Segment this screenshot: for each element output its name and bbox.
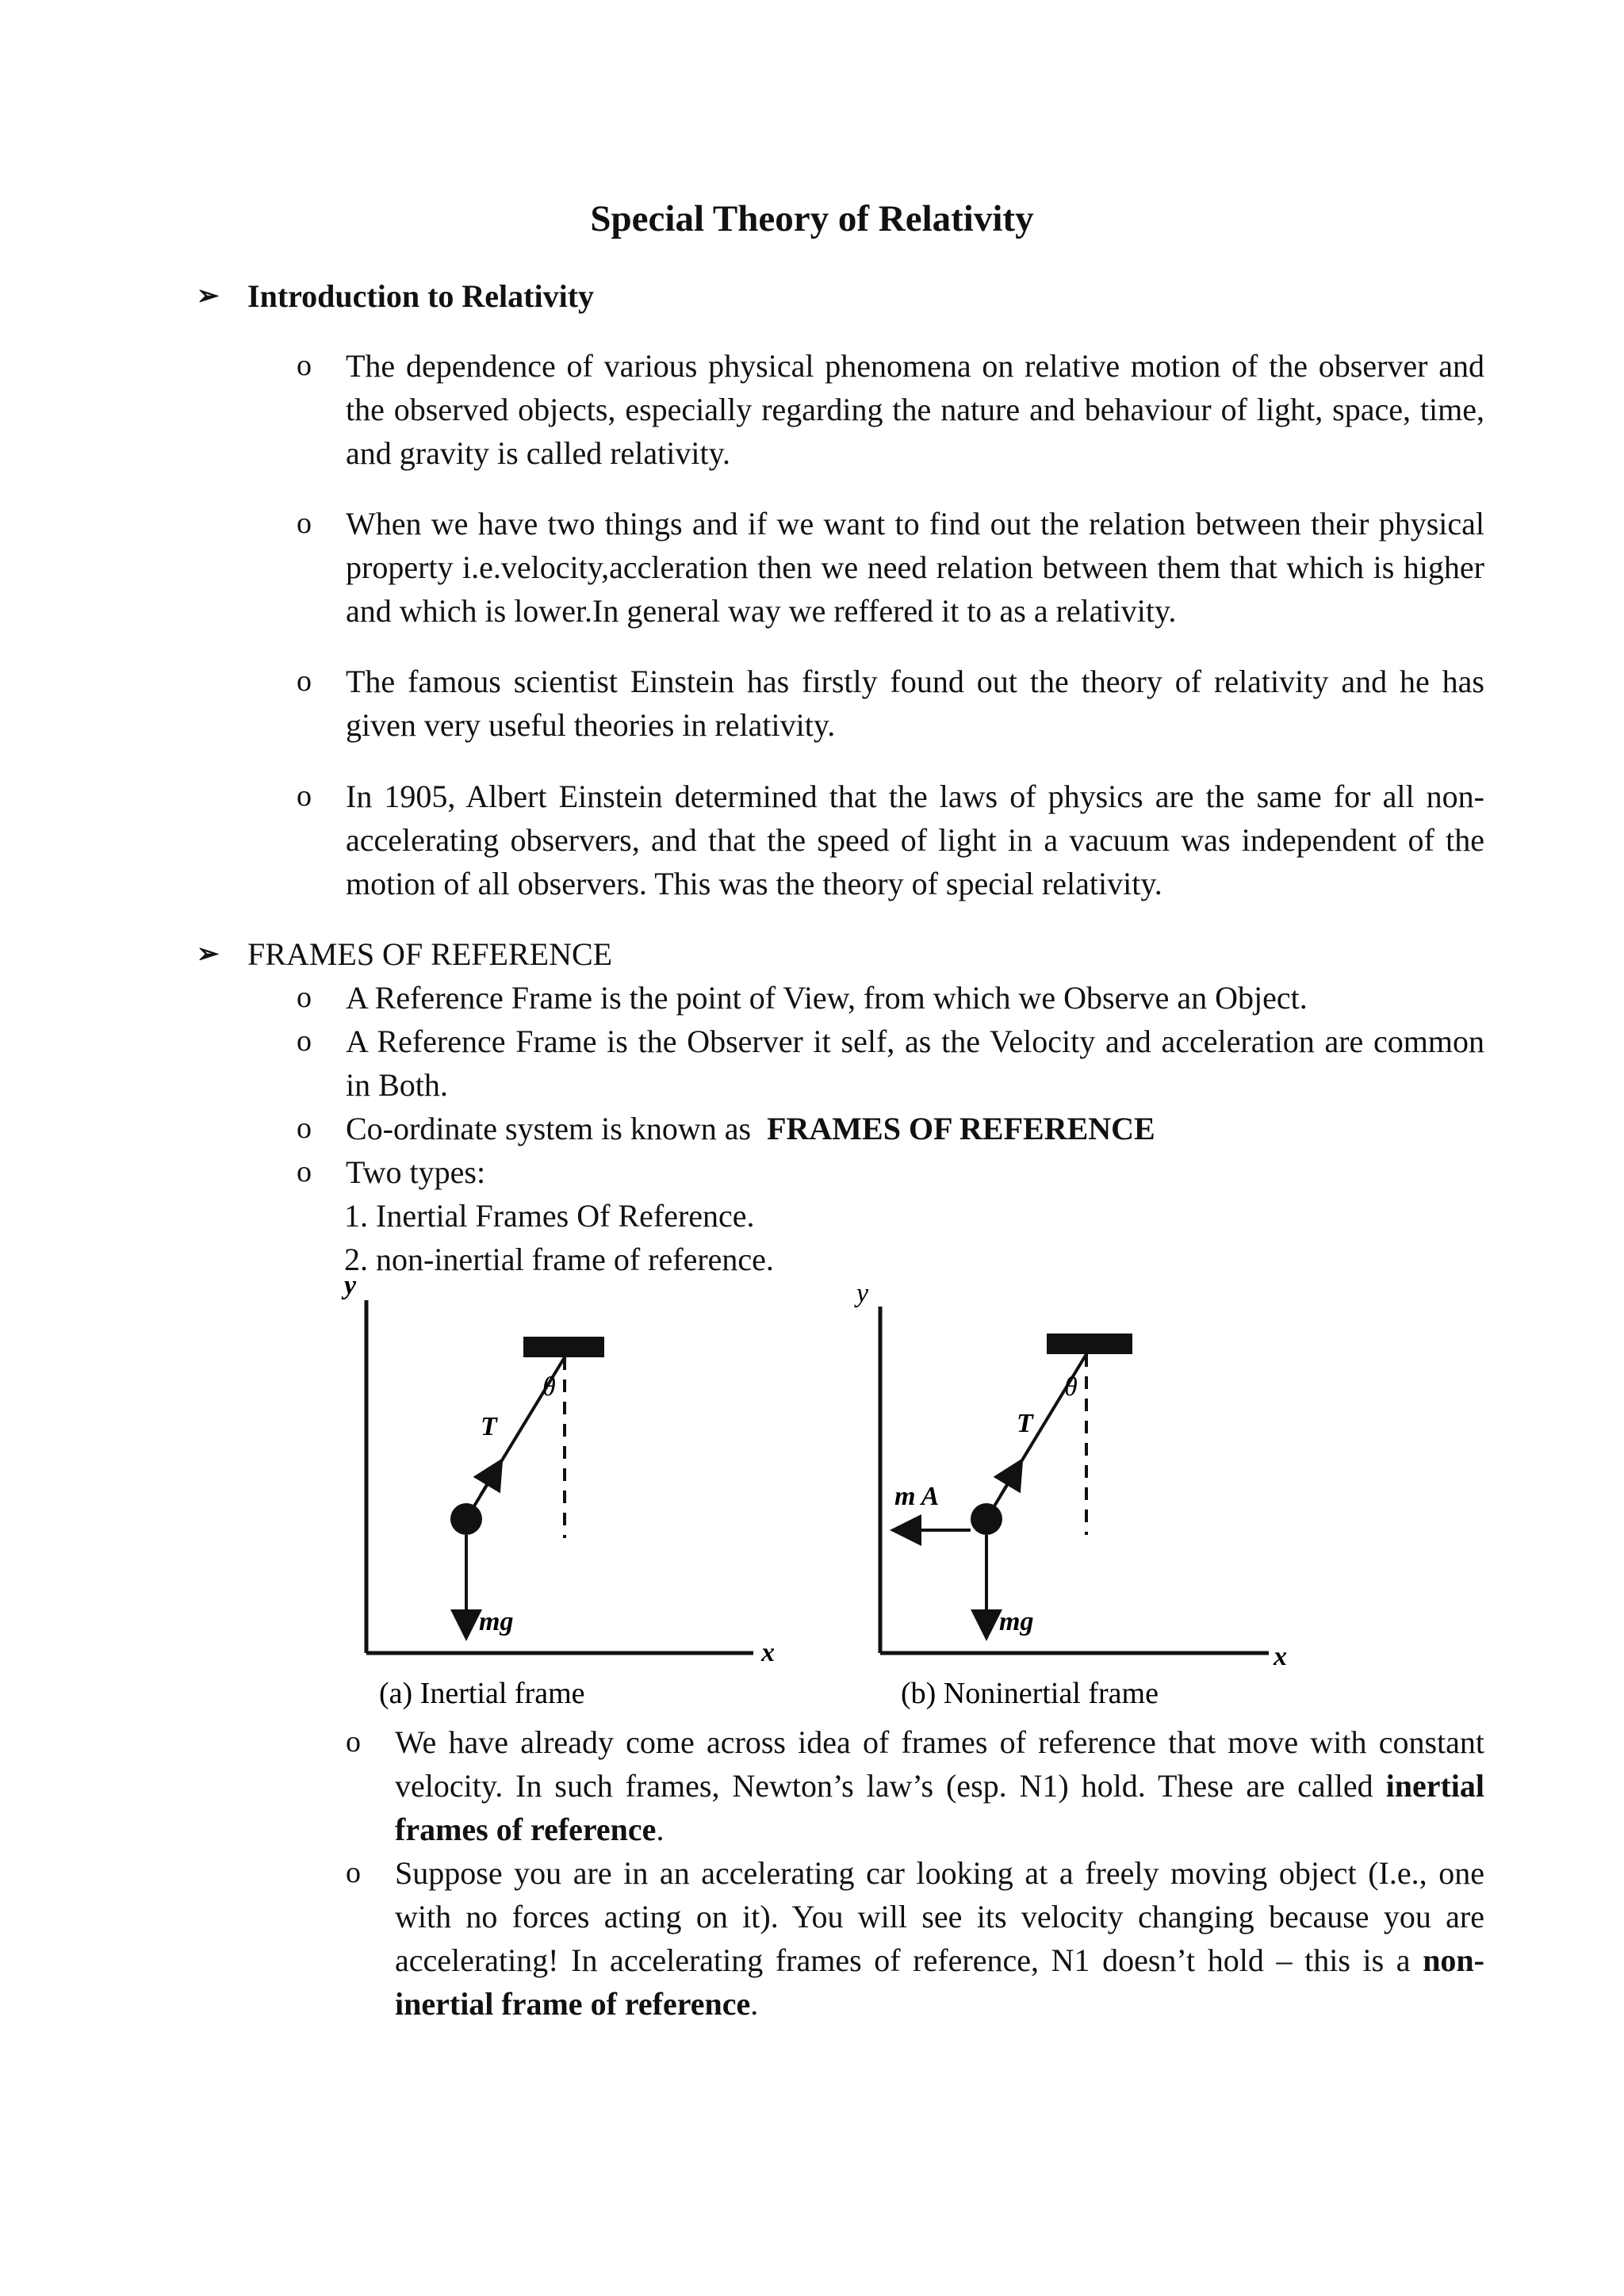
paragraph: A Reference Frame is the Observer it self, as the Velocity and acceleration are common in Both. [346,1024,1484,1103]
list-item [297,660,1484,747]
bold-term: non-inertial frame of reference [395,1942,1484,2022]
bold-term: FRAMES OF REFERENCE [767,1111,1155,1146]
section-heading-frames [197,932,612,977]
pendulum-bob [971,1503,1002,1535]
circle-bullet-icon: o [297,349,312,382]
page-title: Special Theory of Relativity [590,198,1034,239]
list-item [297,502,1484,633]
paragraph: The dependence of various physical phenomena on relative motion of the observer and the observed objects, especially regarding the nature and behaviour of light, space, time, and gravity is called relativity. [346,348,1484,471]
paragraph-text: We have already come across idea of frames of reference that move with constant velocity. In such frames, Newton’s law’s (esp. N1) hold. These are called [395,1724,1484,1804]
arrow-bullet-icon: ➢ [197,939,220,969]
pendulum-figure [333,1276,1324,1712]
list-item [346,1720,1484,1851]
tension-label: T [1017,1409,1033,1438]
paragraph [395,1851,1484,2026]
circle-bullet-icon: o [297,981,312,1014]
tension-arrow [1001,1471,1015,1495]
circle-bullet-icon: o [297,779,312,813]
figure-caption-noninertial: (b) Noninertial frame [901,1677,1159,1710]
arrow-bullet-icon: ➢ [197,281,220,311]
list-item [297,775,1484,905]
weight-label: mg [479,1607,514,1636]
list-item [297,1107,1484,1150]
paragraph-text: Co-ordinate system is known as [346,1111,752,1146]
circle-bullet-icon: o [297,507,312,540]
ceiling-support [523,1337,604,1357]
ceiling-support [1047,1334,1132,1354]
paragraph: The famous scientist Einstein has firstly found out the theory of relativity and he has given very useful theories in relativity. [346,664,1484,743]
list-item [297,1150,1484,1194]
x-axis-label: x [761,1638,775,1667]
x-axis-label: x [1274,1642,1287,1671]
section-heading-intro [197,274,594,319]
circle-bullet-icon: o [346,1856,361,1889]
paragraph: When we have two things and if we want to find out the relation between their physical property i.e.velocity,accleration then we need relation between them that which is higher and which is lower.In general way we reffered it to as a relativity. [346,506,1484,629]
paragraph [346,1107,1484,1150]
tension-label: T [481,1412,497,1441]
paragraph: In 1905, Albert Einstein determined that the laws of physics are the same for all non-accelerating observers, and that the speed of light in a vacuum was independent of the motion of all observers. This was the theory of special relativity. [346,779,1484,901]
section-heading-text: FRAMES OF REFERENCE [247,936,613,972]
circle-bullet-icon: o [297,1112,312,1145]
angle-label: θ [542,1372,556,1402]
circle-bullet-icon: o [297,1024,312,1058]
tension-arrow [481,1471,495,1495]
numbered-item-1: 1. Inertial Frames Of Reference. [344,1198,755,1234]
paragraph: Two types: [346,1154,486,1190]
circle-bullet-icon: o [297,1155,312,1188]
punctuation: . [750,1986,759,2022]
section-heading-text: Introduction to Relativity [247,278,595,314]
pseudo-force-label: m A [894,1482,940,1511]
paragraph-text: Suppose you are in an accelerating car looking at a freely moving object (I.e., one with no forces acting on it). You will see its velocity changing because you are accelerating! In accelerating frames of reference, N1 doesn’t hold – this is a [395,1855,1484,1978]
y-axis-label: y [344,1276,357,1300]
circle-bullet-icon: o [297,664,312,698]
numbered-item-2: 2. non-inertial frame of reference. [344,1242,774,1277]
paragraph: A Reference Frame is the point of View, from which we Observe an Object. [346,980,1308,1016]
paragraph [395,1720,1484,1851]
list-item [346,1851,1484,2026]
list-item [297,1020,1484,1107]
inertial-frame-diagram [341,1276,775,1710]
bold-term: inertial frames of reference [395,1768,1484,1847]
weight-label: mg [999,1607,1034,1636]
list-item [297,976,1484,1020]
figure-caption-inertial: (a) Inertial frame [379,1677,585,1710]
pendulum-bob [450,1503,482,1535]
y-axis-label: y [856,1279,869,1308]
noninertial-frame-diagram [854,1279,1287,1710]
circle-bullet-icon: o [346,1725,361,1758]
punctuation: . [656,1812,665,1847]
angle-label: θ [1064,1372,1078,1402]
list-item [297,344,1484,475]
